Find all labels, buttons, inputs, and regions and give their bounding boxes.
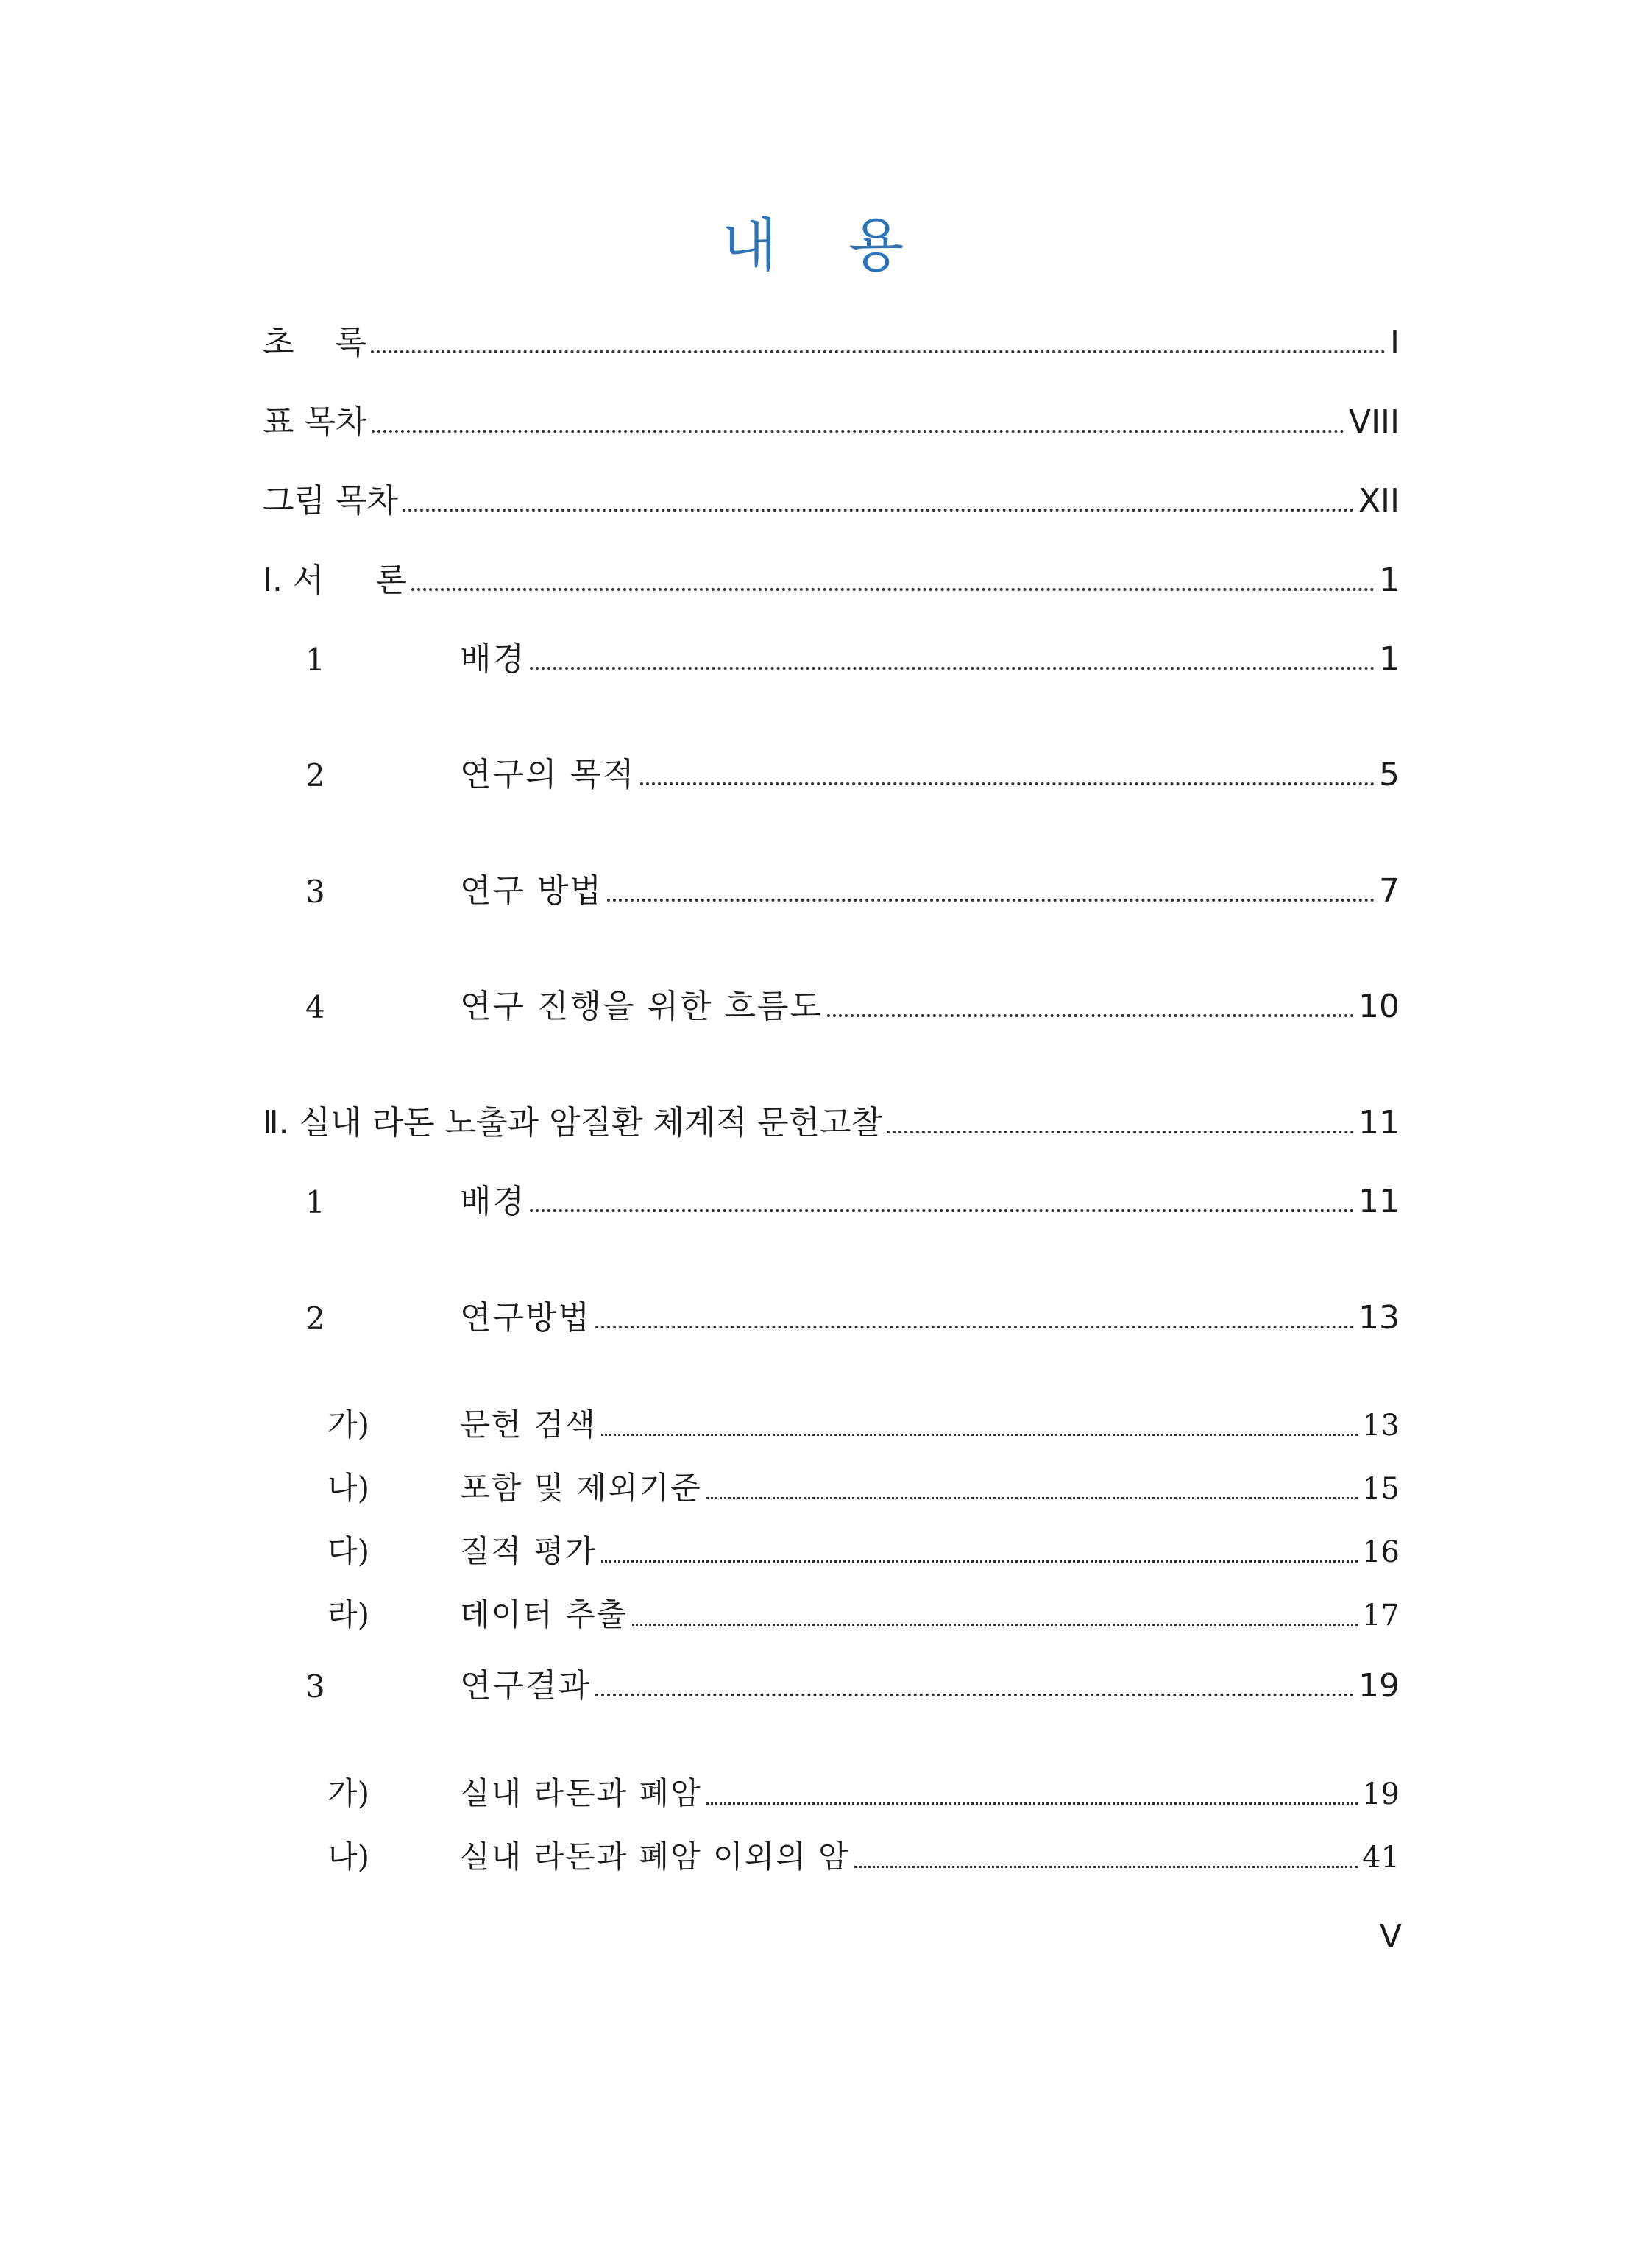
toc-entry-2-2-c[interactable] bbox=[263, 1523, 1400, 1567]
toc-entry-label: 배경 bbox=[460, 1183, 526, 1220]
toc-section-number: 2 bbox=[305, 757, 325, 793]
toc-section-number: 3 bbox=[305, 874, 325, 910]
dot-leader bbox=[640, 782, 1375, 785]
dot-leader bbox=[530, 1209, 1354, 1212]
toc-entry-label: 실내 라돈 노출과 암질환 체계적 문헌고찰 bbox=[299, 1104, 883, 1142]
dot-leader bbox=[607, 899, 1375, 902]
toc-entry-1-2[interactable] bbox=[263, 747, 1400, 791]
toc-page-number: 15 bbox=[1362, 1472, 1400, 1506]
dot-leader bbox=[827, 1014, 1354, 1017]
page-number-footer: V bbox=[1379, 1918, 1402, 1956]
toc-section-number: 1 bbox=[305, 1184, 325, 1220]
toc-entry-table-list[interactable] bbox=[263, 394, 1400, 439]
toc-page-number: 5 bbox=[1379, 756, 1400, 793]
toc-entry-chapter-1[interactable] bbox=[263, 553, 1400, 597]
dot-leader bbox=[371, 350, 1386, 353]
dot-leader bbox=[595, 1326, 1354, 1328]
toc-entry-2-2-a[interactable] bbox=[263, 1396, 1400, 1443]
toc-entry-2-1[interactable] bbox=[263, 1174, 1400, 1218]
toc-page-number: 17 bbox=[1362, 1599, 1400, 1632]
toc-entry-2-3-b[interactable] bbox=[263, 1828, 1400, 1875]
toc-entry-label: 표 목차 bbox=[263, 403, 367, 441]
dot-leader bbox=[601, 1434, 1358, 1436]
dot-leader bbox=[601, 1560, 1358, 1563]
dot-leader bbox=[411, 588, 1375, 591]
toc-page-number: 7 bbox=[1379, 872, 1400, 910]
toc-subsection-number: 나) bbox=[327, 1470, 369, 1506]
toc-subsection-number: 다) bbox=[327, 1533, 369, 1569]
toc-entry-label: 연구방법 bbox=[460, 1299, 592, 1337]
toc-entry-label: 포함 및 제외기준 bbox=[460, 1470, 702, 1506]
page-title: 내 용 bbox=[721, 213, 931, 279]
toc-page-number: 11 bbox=[1358, 1104, 1400, 1142]
toc-entry-2-2-d[interactable] bbox=[263, 1586, 1400, 1630]
toc-entry-2-3-a[interactable] bbox=[263, 1765, 1400, 1809]
toc-page-number: 13 bbox=[1358, 1299, 1400, 1337]
toc-entry-abstract[interactable] bbox=[263, 315, 1400, 359]
toc-page-number: 11 bbox=[1358, 1183, 1400, 1220]
toc-page-number: 13 bbox=[1362, 1409, 1400, 1443]
toc-page-number: 19 bbox=[1358, 1667, 1400, 1705]
toc-page-number: 41 bbox=[1362, 1841, 1400, 1875]
toc-entry-1-4[interactable] bbox=[263, 979, 1400, 1023]
toc-chapter-number: Ⅱ. bbox=[263, 1104, 289, 1142]
dot-leader bbox=[403, 509, 1354, 512]
toc-entry-2-3[interactable] bbox=[263, 1658, 1400, 1705]
toc-page-number: VIII bbox=[1348, 403, 1400, 441]
dot-leader bbox=[530, 667, 1375, 670]
dot-leader bbox=[854, 1866, 1358, 1868]
toc-entry-label: 연구 진행을 위한 흐름도 bbox=[460, 988, 823, 1025]
toc-entry-2-2-b[interactable] bbox=[263, 1459, 1400, 1504]
toc-entry-1-3[interactable] bbox=[263, 863, 1400, 910]
toc-entry-label: 연구결과 bbox=[460, 1667, 592, 1705]
toc-page-number: 16 bbox=[1362, 1535, 1400, 1569]
toc-entry-label: 데이터 추출 bbox=[460, 1596, 628, 1632]
toc-entry-label: 질적 평가 bbox=[460, 1533, 597, 1569]
dot-leader bbox=[706, 1497, 1358, 1499]
toc-entry-1-1[interactable] bbox=[263, 631, 1400, 676]
toc-section-number: 2 bbox=[305, 1301, 325, 1337]
toc-entry-label: 실내 라돈과 폐암 bbox=[460, 1775, 702, 1811]
toc-page-number: 10 bbox=[1358, 988, 1400, 1025]
toc-entry-label: 초 록 bbox=[263, 324, 366, 361]
toc-page-number: 1 bbox=[1379, 562, 1400, 599]
toc-entry-label: 연구 방법 bbox=[460, 872, 603, 910]
toc-section-number: 4 bbox=[305, 989, 325, 1025]
toc-entry-label: 배경 bbox=[460, 640, 526, 678]
toc-entry-label: 서 론 bbox=[292, 562, 407, 599]
toc-subsection-number: 가) bbox=[327, 1775, 369, 1811]
toc-chapter-number: Ⅰ. bbox=[263, 562, 283, 599]
toc-page-number: 19 bbox=[1362, 1777, 1400, 1811]
toc-page-number: I bbox=[1390, 324, 1400, 361]
toc-section-number: 3 bbox=[305, 1669, 325, 1705]
dot-leader bbox=[887, 1130, 1354, 1133]
dot-leader bbox=[706, 1802, 1358, 1805]
toc-page-number: XII bbox=[1358, 482, 1400, 520]
dot-leader bbox=[632, 1624, 1358, 1626]
toc-entry-label: 그림 목차 bbox=[263, 482, 399, 520]
toc-entry-label: 문헌 검색 bbox=[460, 1407, 597, 1443]
toc-subsection-number: 가) bbox=[327, 1407, 369, 1443]
toc-subsection-number: 나) bbox=[327, 1839, 369, 1875]
dot-leader bbox=[372, 430, 1344, 433]
toc-entry-chapter-2[interactable] bbox=[263, 1095, 1400, 1142]
toc-entry-figure-list[interactable] bbox=[263, 473, 1400, 520]
toc-section-number: 1 bbox=[305, 642, 325, 678]
toc-entry-label: 연구의 목적 bbox=[460, 756, 636, 793]
toc-entry-2-2[interactable] bbox=[263, 1290, 1400, 1337]
toc-entry-label: 실내 라돈과 폐암 이외의 암 bbox=[460, 1839, 850, 1875]
toc-page-number: 1 bbox=[1379, 640, 1400, 678]
dot-leader bbox=[595, 1694, 1354, 1696]
toc-subsection-number: 라) bbox=[327, 1596, 369, 1632]
